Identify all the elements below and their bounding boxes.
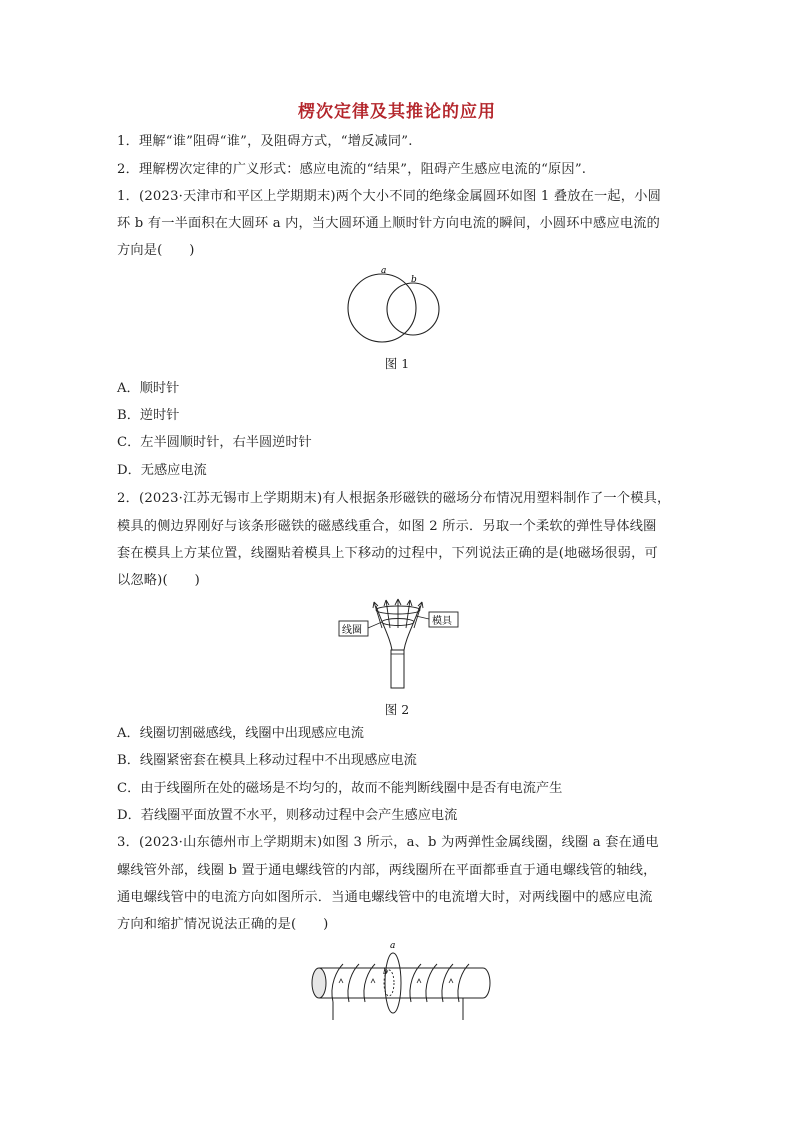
- figure-2-mold: [336, 598, 461, 693]
- q2-line-1: 2．(2023·江苏无锡市上学期期末)有人根据条形磁铁的磁场分布情况用塑料制作了一个模具，: [117, 491, 671, 506]
- q1-option-a: A．顺时针: [117, 381, 180, 396]
- q3-line-4: 方向和缩扩情况说法正确的是( ): [117, 917, 329, 932]
- figure-1-caption: 图 1: [384, 356, 410, 371]
- q3-line-1: 3．(2023·山东德州市上学期期末)如图 3 所示，a、b 为两弹性金属线圈，线圈 a 套在通电: [117, 835, 659, 850]
- figure-1-rings: [340, 262, 450, 352]
- q1-option-c: C．左半圆顺时针，右半圆逆时针: [117, 435, 312, 450]
- q2-line-2: 模具的侧边界刚好与该条形磁铁的磁感线重合，如图 2 所示．另取一个柔软的弹性导体线圈: [117, 519, 657, 534]
- q1-option-d: D．无感应电流: [117, 463, 207, 478]
- intro-point-1: 1．理解“谁”阻碍“谁”，及阻碍方式，“增反减同”.: [117, 134, 413, 149]
- q3-line-3: 通电螺线管中的电流方向如图所示．当通电螺线管中的电流增大时，对两线圈中的感应电流: [117, 890, 653, 905]
- q2-option-d: D．若线圈平面放置不水平，则移动过程中会产生感应电流: [117, 808, 458, 823]
- mold-label: 模具: [432, 616, 452, 627]
- intro-point-2: 2．理解楞次定律的广义形式：感应电流的“结果”，阻碍产生感应电流的“原因”.: [117, 162, 587, 177]
- ring-b-label: b: [411, 275, 417, 285]
- q2-line-3: 套在模具上方某位置，线圈贴着模具上下移动的过程中，下列说法正确的是(地磁场很弱，可: [117, 546, 658, 561]
- figure-2-caption: 图 2: [384, 702, 410, 717]
- figure-3-solenoid: [305, 940, 495, 1022]
- q3-line-2: 螺线管外部，线圈 b 置于通电螺线管的内部，两线圈所在平面都垂直于通电螺线管的轴线，: [117, 863, 657, 878]
- ring-a-label: a: [381, 266, 387, 276]
- q1-line-1: 1．(2023·天津市和平区上学期期末)两个大小不同的绝缘金属圆环如图 1 叠放在一起，小圆: [117, 189, 661, 204]
- q2-option-a: A．线圈切割磁感线，线圈中出现感应电流: [117, 726, 364, 741]
- q1-line-3: 方向是( ): [117, 243, 195, 258]
- ring-b: [387, 283, 439, 335]
- coil-b-label: b: [383, 967, 389, 976]
- q2-line-4: 以忽略)( ): [117, 573, 200, 588]
- page-title: 楞次定律及其推论的应用: [298, 102, 496, 122]
- q1-line-2: 环 b 有一半面积在大圆环 a 内，当大圆环通上顺时针方向电流的瞬间，小圆环中感应电流的: [117, 216, 660, 231]
- coil-label: 线圈: [342, 625, 362, 636]
- coil-a-label: a: [390, 941, 396, 951]
- q2-option-c: C．由于线圈所在处的磁场是不均匀的，故而不能判断线圈中是否有电流产生: [117, 781, 563, 796]
- q2-option-b: B．线圈紧密套在模具上移动过程中不出现感应电流: [117, 753, 417, 768]
- q1-option-b: B．逆时针: [117, 408, 180, 423]
